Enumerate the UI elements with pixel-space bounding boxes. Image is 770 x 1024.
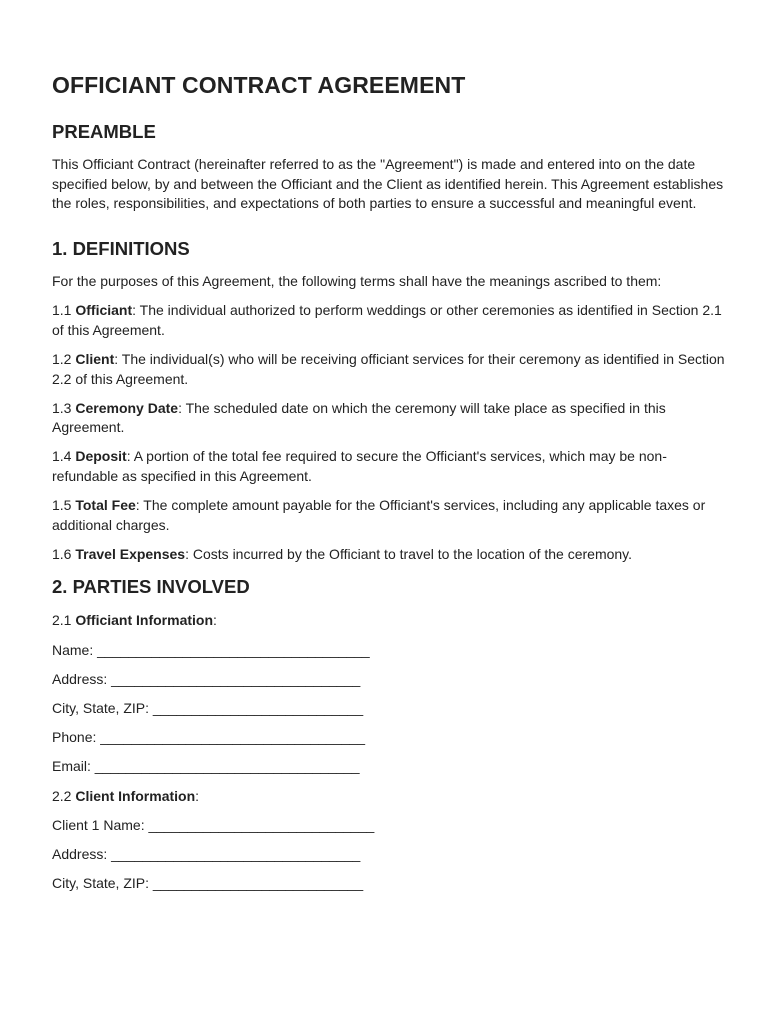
definition-deposit	[52, 447, 730, 486]
definition-number: 1.6	[52, 545, 76, 562]
officiant-city-state-zip-field[interactable]: City, State, ZIP: ___________________________	[52, 699, 364, 716]
definition-ceremony-date	[52, 399, 730, 438]
section-label: Officiant Information	[75, 612, 214, 629]
definition-term: Client	[75, 351, 115, 368]
definition-term: Officiant	[75, 302, 133, 319]
client-city-state-zip-field[interactable]: City, State, ZIP: ___________________________	[52, 875, 364, 892]
section-suffix: :	[213, 612, 217, 629]
officiant-phone-field[interactable]: Phone: __________________________________	[52, 729, 365, 746]
definition-total-fee	[52, 496, 730, 535]
definition-number: 1.5	[52, 497, 76, 514]
definition-number: 1.2	[52, 351, 76, 368]
definition-officiant	[52, 301, 730, 340]
officiant-info-heading	[52, 611, 730, 631]
definition-term: Total Fee	[75, 497, 136, 514]
section-number: 2.1	[52, 612, 76, 629]
section-suffix: :	[195, 787, 200, 804]
section-label: Client Information	[75, 787, 196, 804]
definition-term: Travel Expenses	[75, 545, 186, 562]
definition-text: : The complete amount payable for the Officiant's services, including any applicable taxes or additional charges.	[52, 497, 706, 533]
officiant-name-field[interactable]: Name: ___________________________________	[52, 641, 370, 658]
definition-number: 1.4	[52, 448, 76, 465]
definition-travel-expenses	[52, 545, 730, 565]
definition-term: Deposit	[75, 448, 127, 465]
definition-text: : The scheduled date on which the ceremony will take place as specified in this Agreement.	[52, 399, 666, 436]
definitions-heading: 1. DEFINITIONS	[52, 237, 190, 259]
client-info-heading	[52, 787, 730, 807]
definition-client	[52, 350, 730, 389]
document-title: OFFICIANT CONTRACT AGREEMENT	[52, 72, 466, 98]
definitions-intro: For the purposes of this Agreement, the following terms shall have the meanings ascribed to them:	[52, 272, 662, 289]
definition-text: : Costs incurred by the Officiant to travel to the location of the ceremony.	[185, 545, 633, 562]
officiant-email-field[interactable]: Email: __________________________________	[52, 758, 360, 775]
preamble-text: This Officiant Contract (hereinafter referred to as the "Agreement") is made and entered into on the date specified below, by and between the Officiant and the Client as identified herein. This Agreement establishes the roles, responsibilities, and expectations of both parties to ensure a successful and meaningful event.	[52, 156, 724, 212]
definition-term: Ceremony Date	[75, 399, 179, 416]
section-number: 2.2	[52, 787, 76, 804]
definition-text: : The individual authorized to perform weddings or other ceremonies as identified in Section 2.1 of this Agreement.	[52, 302, 722, 338]
definition-number: 1.3	[52, 399, 76, 416]
client1-name-field[interactable]: Client 1 Name: _____________________________	[52, 816, 375, 833]
definition-number: 1.1	[52, 302, 76, 319]
preamble-heading: PREAMBLE	[52, 121, 156, 142]
parties-heading: 2. PARTIES INVOLVED	[52, 576, 250, 598]
definition-text: : The individual(s) who will be receiving officiant services for their ceremony as identified in Section 2.2 of this Agreement.	[52, 351, 725, 387]
officiant-address-field[interactable]: Address: ________________________________	[52, 670, 361, 687]
definition-text: : A portion of the total fee required to secure the Officiant's services, which may be non-refundable as specified in this Agreement.	[52, 448, 667, 485]
client-address-field[interactable]: Address: ________________________________	[52, 845, 361, 862]
